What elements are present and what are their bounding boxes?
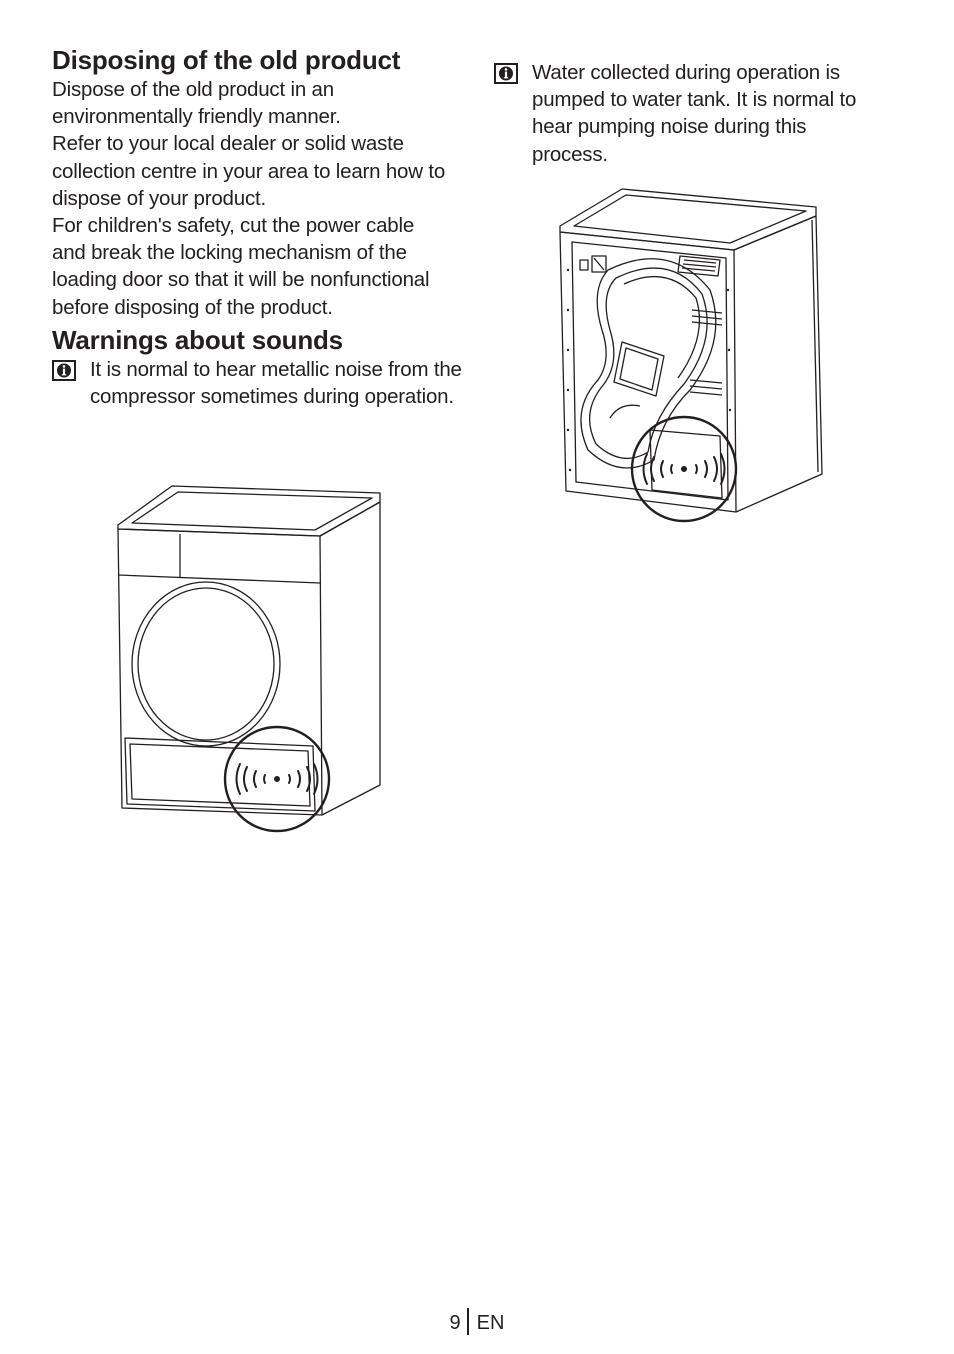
info-icon: [52, 360, 76, 381]
disposing-paragraph-2: Refer to your local dealer or solid waste collection centre in your area to learn how to dispose of your product.: [52, 132, 446, 210]
footer-divider: [467, 1308, 469, 1335]
water-note-text: Water collected during operation is pumped to water tank. It is normal to hear pumping noise during this process.: [532, 61, 857, 166]
dryer-front-illustration: [110, 480, 395, 840]
info-icon: [494, 63, 518, 84]
page-footer: [0, 1308, 954, 1335]
left-column: [52, 44, 472, 410]
sound-waves-icon: [644, 454, 725, 484]
disposing-paragraph-1: Dispose of the old product in an environmentally friendly manner.: [52, 78, 341, 129]
dryer-rear-illustration: [550, 180, 835, 530]
sound-waves-icon: [237, 764, 318, 794]
sounds-note-text: It is normal to hear metallic noise from the compressor sometimes during operation.: [90, 357, 462, 409]
language-code: EN: [476, 1312, 505, 1334]
right-column: [494, 59, 894, 168]
page-number: 9: [449, 1312, 461, 1334]
disposing-heading: Disposing of the old product: [52, 45, 401, 75]
water-note: [494, 59, 894, 168]
sounds-note: [52, 356, 472, 410]
disposing-paragraph-3: For children's safety, cut the power cable and break the locking mechanism of the loading door so that it will be nonfunctional before disposing of the product.: [52, 214, 430, 319]
sounds-heading: Warnings about sounds: [52, 324, 343, 355]
